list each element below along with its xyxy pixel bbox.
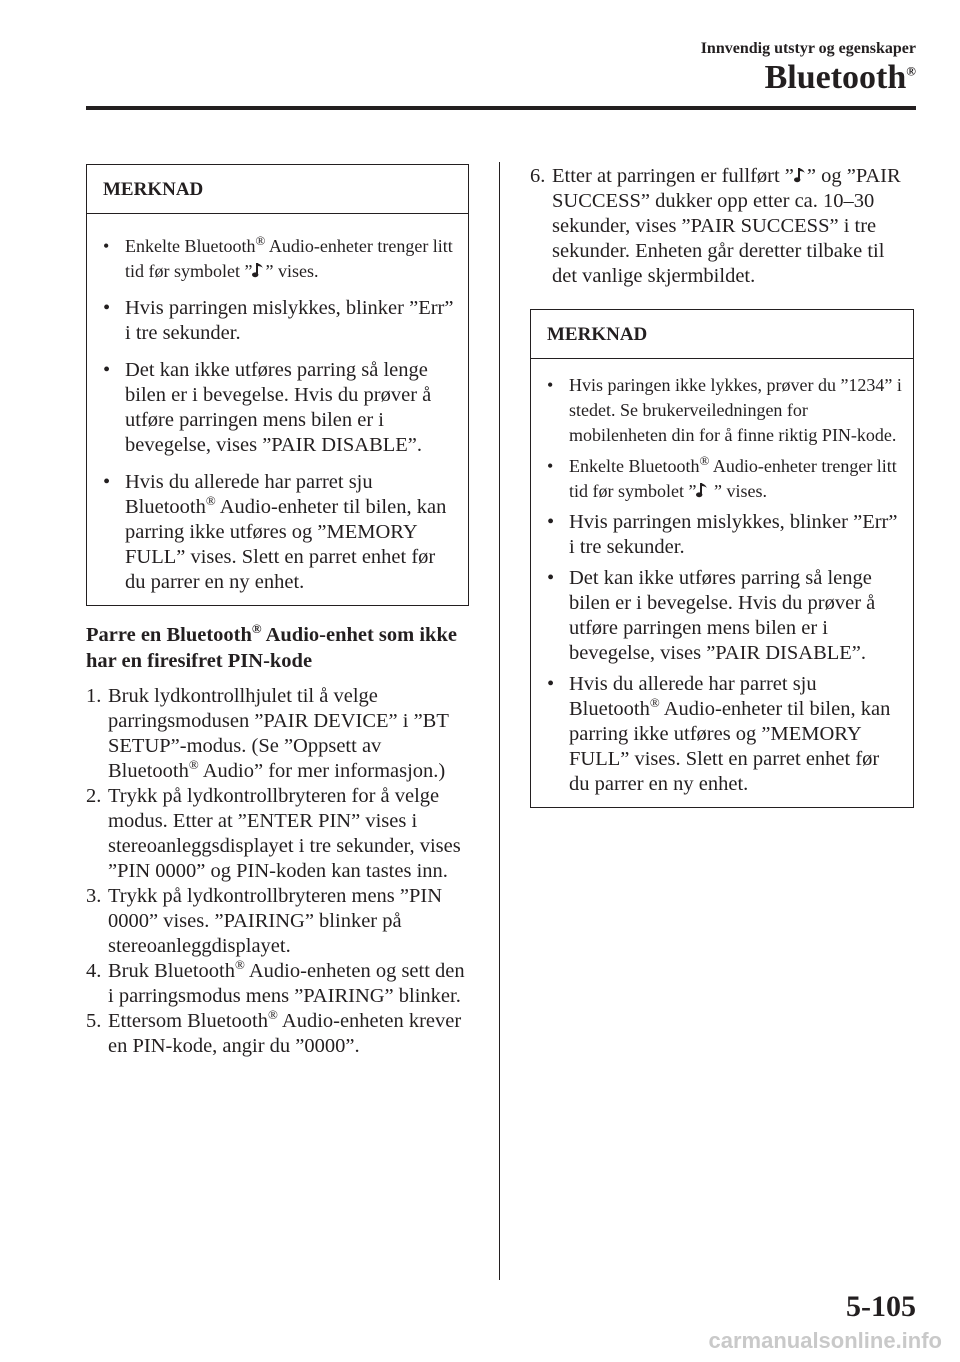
bullet: • bbox=[547, 673, 555, 695]
page-title-text: Bluetooth bbox=[764, 59, 907, 96]
note-text: Det kan ikke utføres parring så lenge bilen er i bevegelse. Hvis du prøver å utføre parringen mens bilen er i bevegelse, vises ”PAIR DISABLE”. bbox=[569, 567, 876, 664]
note-item bbox=[97, 470, 458, 595]
registered-mark: ® bbox=[255, 233, 266, 248]
section-heading bbox=[86, 622, 469, 674]
left-column bbox=[86, 164, 469, 1059]
step-text: Trykk på lydkontrollbryteren for å velge modus. Etter at ”ENTER PIN” vises i stereoanleggsdisplayet i tre sekunder, vises ”PIN 0000” og PIN-koden kan tastes inn. bbox=[108, 785, 461, 882]
step-item bbox=[86, 1009, 469, 1059]
note-body bbox=[87, 214, 468, 605]
heading-text: Parre en Bluetooth bbox=[86, 624, 252, 646]
note-text: Hvis du allerede har parret sju Bluetooth bbox=[125, 471, 373, 518]
note-label: MERKNAD bbox=[531, 310, 913, 359]
note-text: ” vises. bbox=[709, 481, 767, 501]
registered-mark: ® bbox=[251, 621, 262, 637]
bullet: • bbox=[103, 359, 111, 381]
note-body bbox=[531, 359, 913, 807]
bullet: • bbox=[547, 456, 554, 476]
step-text: Trykk på lydkontrollbryteren mens ”PIN 0000” vises. ”PAIRING” blinker på stereoanleggdisplayet. bbox=[108, 885, 443, 957]
note-text: Hvis parringen mislykkes, blinker ”Err” i tre sekunder. bbox=[569, 511, 898, 558]
step-item bbox=[86, 684, 469, 784]
step-text: ” og ”PAIR SUCCESS” dukker opp etter ca. 10–30 sekunder, vises ”PAIR SUCCESS” i tre sekunder. Enheten går deretter tilbake til det vanlige skjermbildet. bbox=[552, 165, 901, 287]
step-item bbox=[86, 784, 469, 884]
bullet: • bbox=[547, 375, 554, 395]
step-number: 5. bbox=[86, 1010, 102, 1032]
step-item bbox=[530, 164, 914, 289]
note-item bbox=[541, 454, 903, 504]
bullet: • bbox=[547, 511, 555, 533]
note-text: Enkelte Bluetooth bbox=[125, 236, 256, 256]
note-text: Enkelte Bluetooth bbox=[569, 456, 700, 476]
note-item bbox=[541, 672, 903, 797]
note-item bbox=[97, 358, 458, 458]
bullet: • bbox=[103, 297, 111, 319]
step-text: Audio” for mer informasjon.) bbox=[198, 760, 446, 782]
column-divider bbox=[499, 162, 500, 1280]
watermark: carmanualsonline.info bbox=[708, 1328, 942, 1353]
note-box-left bbox=[86, 164, 469, 606]
registered-mark: ® bbox=[906, 63, 916, 79]
step-number: 2. bbox=[86, 785, 102, 807]
note-text: Det kan ikke utføres parring så lenge bilen er i bevegelse. Hvis du prøver å utføre parringen mens bilen er i bevegelse, vises ”PAIR DISABLE”. bbox=[125, 359, 432, 456]
step-text: Audio-enheten og sett den i parringsmodus mens ”PAIRING” blinker. bbox=[108, 960, 465, 1007]
bullet: • bbox=[547, 567, 555, 589]
registered-mark: ® bbox=[188, 757, 199, 773]
right-column bbox=[530, 164, 914, 808]
note-item bbox=[541, 510, 903, 560]
step-item bbox=[86, 884, 469, 959]
note-box-right bbox=[530, 309, 914, 808]
note-text: ” vises. bbox=[265, 261, 319, 281]
step-number: 1. bbox=[86, 685, 102, 707]
steps-list bbox=[86, 684, 469, 1059]
registered-mark: ® bbox=[699, 453, 710, 468]
registered-mark: ® bbox=[649, 695, 660, 711]
note-item bbox=[97, 296, 458, 346]
heading-text: Audio-enhet som ikke har en firesifret PIN-kode bbox=[86, 624, 457, 672]
page-number: 5-105 bbox=[846, 1290, 916, 1323]
registered-mark: ® bbox=[234, 957, 245, 973]
note-item bbox=[541, 373, 903, 448]
header-rule bbox=[86, 106, 916, 110]
registered-mark: ® bbox=[268, 1007, 278, 1023]
note-label: MERKNAD bbox=[87, 165, 468, 214]
note-text: Audio-enheter trenger litt tid før symbolet ” bbox=[125, 236, 453, 281]
step-number: 6. bbox=[530, 165, 546, 187]
step-text: Bruk Bluetooth bbox=[108, 960, 235, 982]
note-text: Audio-enheter trenger litt tid før symbolet ” bbox=[569, 456, 897, 501]
music-note-icon bbox=[252, 261, 265, 279]
note-text: Audio-enheter til bilen, kan parring ikke utføres og ”MEMORY FULL” vises. Slett en parret enhet før du parrer en ny enhet. bbox=[569, 698, 891, 795]
note-item bbox=[97, 234, 458, 284]
step-text: Etter at parringen er fullført ” bbox=[552, 165, 794, 187]
note-text: Hvis parringen mislykkes, blinker ”Err” i tre sekunder. bbox=[125, 297, 454, 344]
note-text: Hvis paringen ikke lykkes, prøver du ”1234” i stedet. Se brukerveiledningen for mobilenheten din for å finne riktig PIN-kode. bbox=[569, 375, 902, 445]
page-title bbox=[765, 58, 916, 98]
music-note-icon bbox=[696, 481, 709, 499]
running-header-section: Innvendig utstyr og egenskaper bbox=[700, 40, 916, 57]
step-text: Ettersom Bluetooth bbox=[108, 1010, 268, 1032]
step-number: 3. bbox=[86, 885, 102, 907]
step-number: 4. bbox=[86, 960, 102, 982]
music-note-icon bbox=[794, 166, 807, 184]
registered-mark: ® bbox=[205, 493, 216, 509]
note-text: Audio-enheter til bilen, kan parring ikke utføres og ”MEMORY FULL” vises. Slett en parret enhet før du parrer en ny enhet. bbox=[125, 496, 447, 593]
note-item bbox=[541, 566, 903, 666]
step-item bbox=[86, 959, 469, 1009]
bullet: • bbox=[103, 236, 110, 256]
step-text: Audio-enheten krever en PIN-kode, angir du ”0000”. bbox=[108, 1010, 462, 1057]
note-text: Hvis du allerede har parret sju Bluetooth bbox=[569, 673, 817, 720]
bullet: • bbox=[103, 471, 111, 493]
step-text: Bruk lydkontrollhjulet til å velge parringsmodusen ”PAIR DEVICE” i ”BT SETUP”-modus. (Se ”Oppsett av Bluetooth bbox=[108, 685, 449, 782]
